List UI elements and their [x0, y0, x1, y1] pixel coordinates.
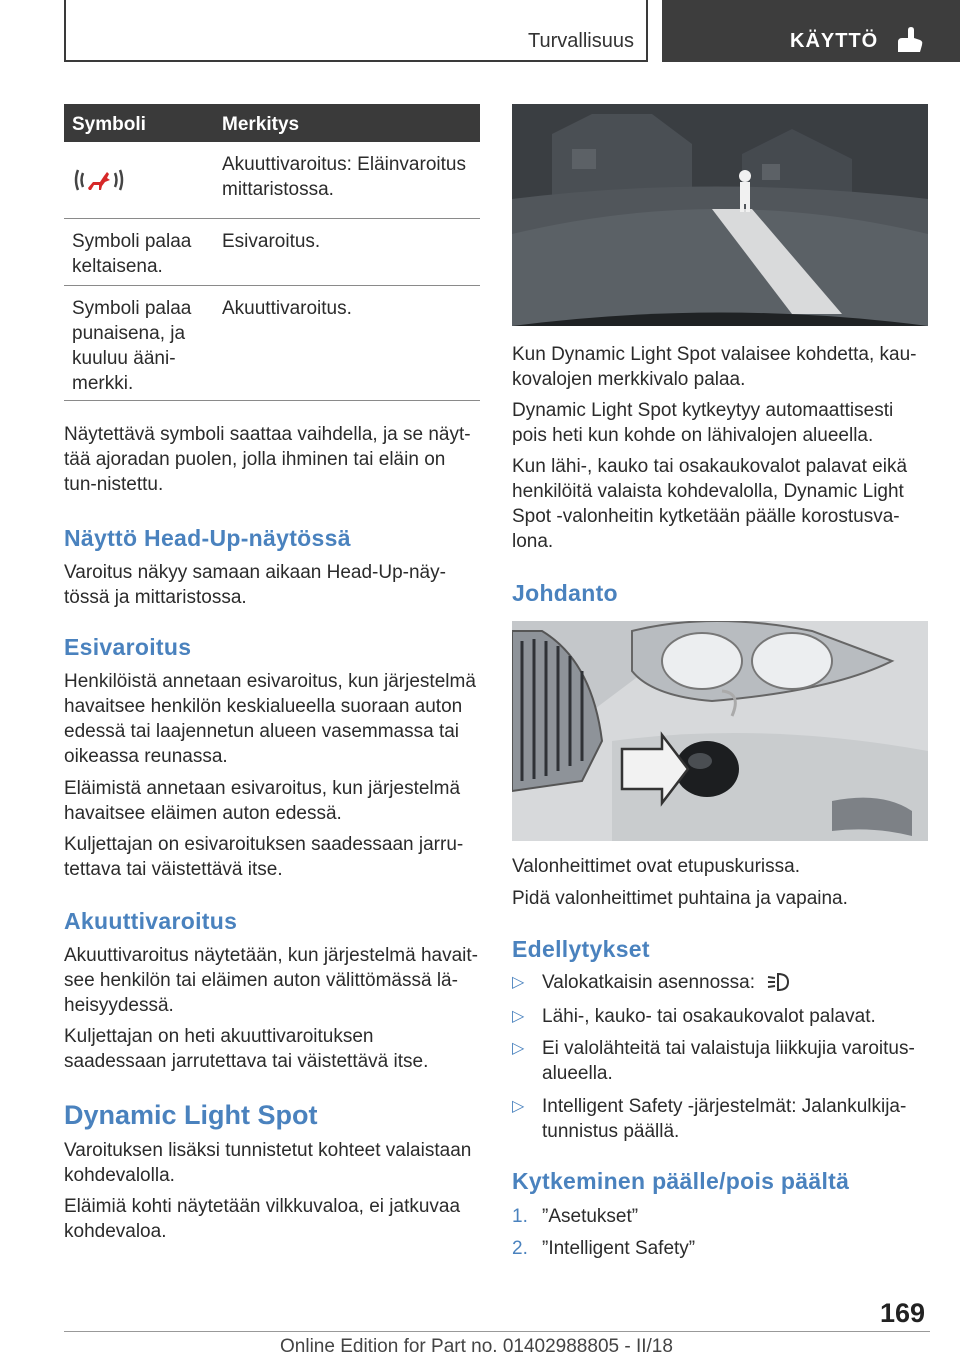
headlight-switch-icon [766, 970, 790, 992]
hud-heading: Näyttö Head-Up-näytössä [64, 525, 351, 551]
header-section-title: Turvallisuus [528, 30, 634, 52]
requirements-heading: Edellytykset [512, 936, 650, 962]
night-road-illustration [512, 104, 928, 326]
bullet-icon: ▷ [512, 1008, 525, 1025]
dls-paragraph-1: Varoituksen lisäksi tunnistetut kohteet valaistaan kohdevalolla. [64, 1140, 472, 1186]
switch-on-off-heading: Kytkeminen päälle/pois päältä [512, 1168, 850, 1194]
footer-edition: Online Edition for Part no. 01402988805 - II/18 [280, 1336, 673, 1357]
table-row [64, 219, 480, 286]
introduction-heading: Johdanto [512, 580, 618, 606]
prewarning-heading: Esivaroitus [64, 634, 192, 660]
dls-paragraph-2: Eläimiä kohti näytetään vilkkuvaloa, ei jatkuvaa kohdevaloa. [64, 1196, 461, 1242]
step-text: ”Asetukset” [542, 1206, 639, 1227]
table-header-meaning: Merkitys [222, 114, 300, 135]
acute-warning-paragraph-1: Akuuttivaroitus näytetään, kun järjestelmä havait-see henkilön tai eläimen auton välittömässä lä-heisyydessä. [64, 945, 478, 1016]
bullet-icon: ▷ [512, 974, 525, 991]
header-chapter-box [662, 0, 960, 62]
header-chapter-title: KÄYTTÖ [790, 30, 879, 52]
table-row [64, 286, 480, 401]
prewarning-paragraph-3: Kuljettajan on esivaroituksen saadessaan jarru-tettava tai väistettävä itse. [64, 834, 464, 880]
list-item-text: Intelligent Safety -järjestelmät: Jalankulkija-tunnistus päällä. [542, 1096, 907, 1142]
headlamp-clean-paragraph: Pidä valonheittimet puhtaina ja vapaina. [512, 888, 848, 909]
table-cell-symbol: Symboli palaa punaisena, ja kuuluu ääni-merkki. [72, 298, 192, 394]
footer-divider [64, 1331, 930, 1332]
table-header [64, 104, 480, 142]
table-cell-meaning: Akuuttivaroitus. [222, 298, 352, 319]
hand-pointer-icon [894, 26, 924, 54]
prewarning-paragraph-1: Henkilöistä annetaan esivaroitus, kun järjestelmä havaitsee henkilön keskialueella suoraan auton edessä tai laajennetun alueen vasemmassa tai oikeassa reunassa. [64, 671, 476, 767]
bullet-icon: ▷ [512, 1098, 525, 1115]
prewarning-paragraph-2: Eläimistä annetaan esivaroitus, kun järjestelmä havaitsee eläimen auton edessä. [64, 778, 461, 824]
symbol-table [64, 104, 480, 401]
animal-warning-icon [74, 164, 124, 196]
dls-auto-off-paragraph: Dynamic Light Spot kytkeytyy automaattisesti pois heti kun kohde on lähivalojen alueella. [512, 400, 894, 446]
step-text: ”Intelligent Safety” [542, 1238, 696, 1259]
table-cell-meaning: Akuuttivaroitus: Eläinvaroitus mittaristossa. [222, 154, 466, 200]
list-item-text: Lähi-, kauko- tai osakaukovalot palavat. [542, 1006, 876, 1027]
intro-paragraph: Näytettävä symboli saattaa vaihdella, ja se näyt-tää ajoradan puolen, jolla ihminen tai eläin on tun-nistettu. [64, 424, 471, 495]
acute-warning-paragraph-2: Kuljettajan on heti akuuttivaroituksen saadessaan jarrutettava tai väistettävä itse. [64, 1026, 429, 1072]
step-number: 1. [512, 1206, 528, 1227]
list-item-text: Ei valolähteitä tai valaistuja liikkujia varoitus-alueella. [542, 1038, 915, 1084]
page-number: 169 [880, 1298, 926, 1328]
table-cell-symbol: Symboli palaa keltaisena. [72, 231, 192, 277]
bullet-icon: ▷ [512, 1040, 525, 1057]
dls-emphasis-paragraph: Kun lähi-, kauko tai osakaukovalot palavat eikä henkilöitä valaista kohdevalolla, Dynamic Light Spot -valonheitin kytketään päälle korostusva-lona. [512, 456, 908, 552]
header-section-box [64, 0, 648, 62]
dynamic-light-spot-heading: Dynamic Light Spot [64, 1100, 318, 1130]
dls-highbeam-paragraph: Kun Dynamic Light Spot valaisee kohdetta, kau-kovalojen merkkivalo palaa. [512, 344, 917, 390]
list-item-text: Valokatkaisin asennossa: [542, 970, 932, 995]
table-cell-meaning: Esivaroitus. [222, 231, 321, 252]
table-header-symbol: Symboli [72, 114, 146, 135]
step-number: 2. [512, 1238, 528, 1259]
hud-paragraph: Varoitus näkyy samaan aikaan Head-Up-näy-tössä ja mittaristossa. [64, 562, 446, 608]
acute-warning-heading: Akuuttivaroitus [64, 908, 238, 934]
table-row [64, 142, 480, 219]
headlamp-location-paragraph: Valonheittimet ovat etupuskurissa. [512, 856, 800, 877]
car-front-spotlight-illustration [512, 621, 928, 841]
